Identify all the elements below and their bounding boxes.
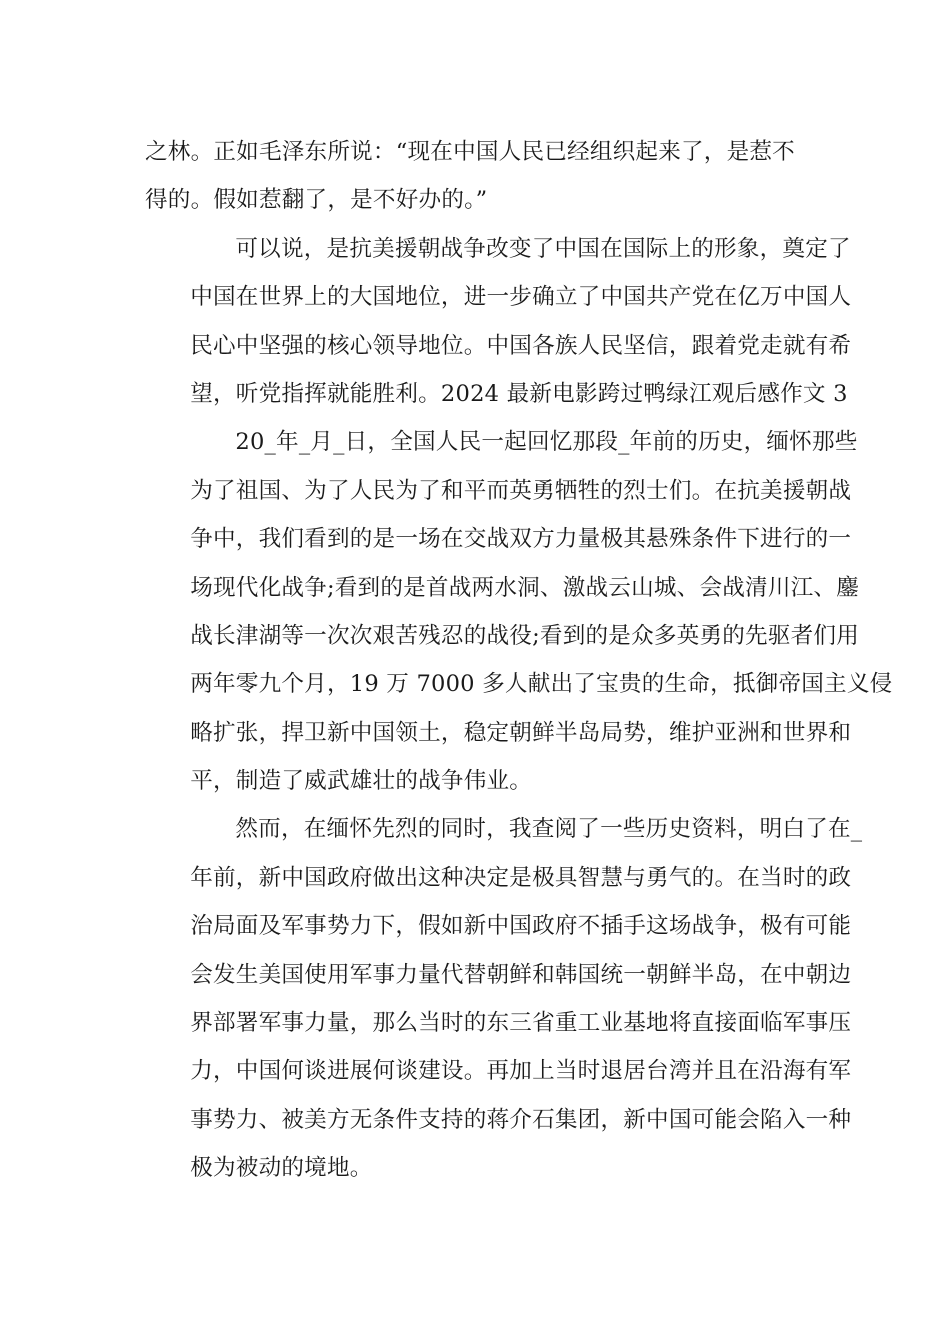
text-line: 为了祖国、为了人民为了和平而英勇牺牲的烈士们。在抗美援朝战 (190, 477, 852, 504)
text-line: 极为被动的境地。 (190, 1155, 373, 1182)
text-line: 事势力、被美方无条件支持的蒋介石集团，新中国可能会陷入一种 (190, 1106, 852, 1133)
text-line: 然而，在缅怀先烈的同时，我查阅了一些历史资料，明白了在_ (235, 816, 863, 843)
text-line: 20_年_月_日，全国人民一起回忆那段_年前的历史，缅怀那些 (235, 429, 858, 456)
text-line: 望，听党指挥就能胜利。2024 最新电影跨过鸭绿江观后感作文 3 (190, 380, 848, 407)
text-line: 略扩张，捍卫新中国领土，稳定朝鲜半岛局势，维护亚洲和世界和 (190, 719, 852, 746)
paragraph (145, 225, 852, 419)
text-line: 界部署军事力量，那么当时的东三省重工业基地将直接面临军事压 (190, 1010, 852, 1037)
text-line: 之林。正如毛泽东所说：“现在中国人民已经组织起来了，是惹不 (145, 139, 795, 165)
paragraph (145, 805, 863, 1192)
text-line: 民心中坚强的核心领导地位。中国各族人民坚信，跟着党走就有希 (190, 332, 852, 359)
text-line: 治局面及军事势力下，假如新中国政府不插手这场战争，极有可能 (190, 913, 852, 940)
text-line: 年前，新中国政府做出这种决定是极具智慧与勇气的。在当时的政 (190, 864, 852, 891)
text-line: 争中，我们看到的是一场在交战双方力量极其悬殊条件下进行的一 (190, 526, 852, 553)
paragraph (145, 128, 805, 225)
paragraph (145, 418, 893, 805)
text-line: 力，中国何谈进展何谈建设。再加上当时退居台湾并且在沿海有军 (190, 1058, 852, 1085)
document-body (145, 128, 893, 1193)
text-line: 得的。假如惹翻了，是不好办的。” (145, 187, 488, 214)
text-line: 两年零九个月，19 万 7000 多人献出了宝贵的生命，抵御帝国主义侵 (190, 671, 893, 698)
text-line: 战长津湖等一次次艰苦残忍的战役;看到的是众多英勇的先驱者们用 (190, 622, 860, 649)
text-line: 会发生美国使用军事力量代替朝鲜和韩国统一朝鲜半岛，在中朝边 (190, 961, 852, 988)
text-line: 平，制造了威武雄壮的战争伟业。 (190, 768, 533, 795)
text-line: 中国在世界上的大国地位，进一步确立了中国共产党在亿万中国人 (190, 284, 852, 311)
text-line: 场现代化战争;看到的是首战两水洞、激战云山城、会战清川江、鏖 (190, 574, 860, 601)
text-line: 可以说，是抗美援朝战争改变了中国在国际上的形象，奠定了 (235, 235, 851, 262)
